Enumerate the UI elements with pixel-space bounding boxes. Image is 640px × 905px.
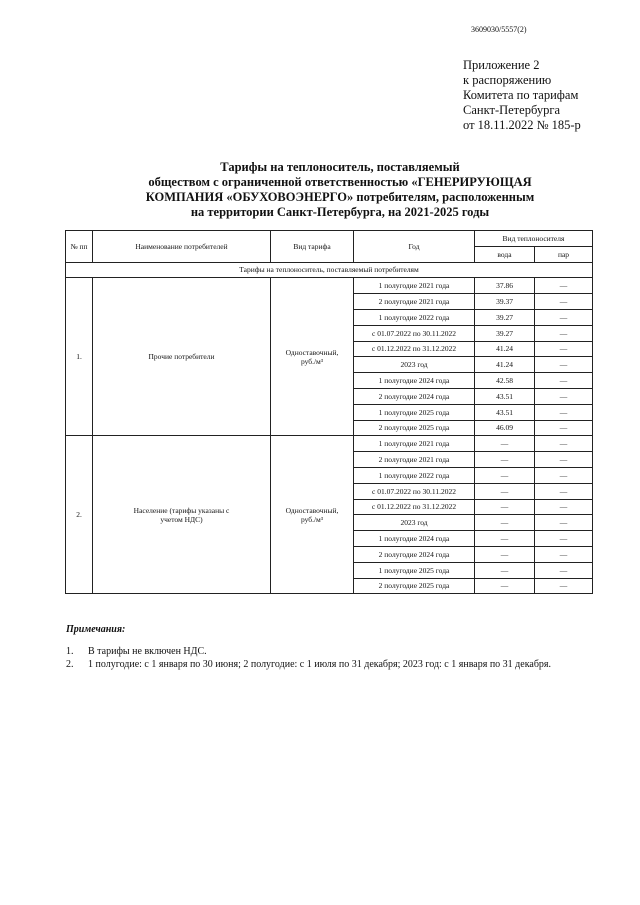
steam-value: — [535,325,593,341]
header-water: вода [475,246,535,262]
steam-value: — [535,546,593,562]
steam-value: — [535,515,593,531]
steam-value: — [535,420,593,436]
water-value: — [475,483,535,499]
steam-value: — [535,436,593,452]
water-value: — [475,531,535,547]
annex-line: от 18.11.2022 № 185-р [463,118,581,132]
notes-title: Примечания: [66,624,126,635]
period-cell: с 01.12.2022 по 31.12.2022 [354,499,475,515]
steam-value: — [535,341,593,357]
period-cell: 2 полугодие 2025 года [354,420,475,436]
annex-block [463,58,581,133]
water-value: 39.27 [475,325,535,341]
steam-value: — [535,452,593,468]
header-num: № пп [66,231,93,263]
steam-value: — [535,373,593,389]
period-cell: 1 полугодие 2021 года [354,278,475,294]
steam-value: — [535,531,593,547]
water-value: — [475,578,535,594]
group-number: 2. [66,436,93,594]
water-value: — [475,515,535,531]
period-cell: 2 полугодие 2021 года [354,452,475,468]
water-value: — [475,452,535,468]
title-line: обществом с ограниченной ответственностью «ГЕНЕРИРУЮЩАЯ [148,175,532,189]
steam-value: — [535,483,593,499]
period-cell: 2 полугодие 2024 года [354,388,475,404]
note-number: 1. [66,646,74,657]
annex-line: Приложение 2 [463,58,540,72]
steam-value: — [535,467,593,483]
water-value: — [475,436,535,452]
water-value: — [475,562,535,578]
period-cell: 1 полугодие 2025 года [354,562,475,578]
group-number: 1. [66,278,93,436]
document-title [60,160,620,220]
period-cell: 1 полугодие 2024 года [354,373,475,389]
steam-value: — [535,562,593,578]
annex-line: к распоряжению [463,73,552,87]
header-consumer: Наименование потребителей [93,231,271,263]
steam-value: — [535,309,593,325]
tariff-type: Одноставочный, руб./м³ [271,278,354,436]
header-carrier: Вид теплоносителя [475,231,593,247]
period-cell: 1 полугодие 2022 года [354,467,475,483]
section-title: Тарифы на теплоноситель, поставляемый потребителям [66,262,593,278]
water-value: 41.24 [475,341,535,357]
title-line: Тарифы на теплоноситель, поставляемый [220,160,460,174]
steam-value: — [535,578,593,594]
period-cell: 1 полугодие 2024 года [354,531,475,547]
water-value: 43.51 [475,404,535,420]
period-cell: с 01.07.2022 по 30.11.2022 [354,325,475,341]
annex-line: Санкт-Петербурга [463,103,561,117]
steam-value: — [535,278,593,294]
water-value: 41.24 [475,357,535,373]
tariff-table [65,230,593,594]
water-value: 39.37 [475,294,535,310]
water-value: 43.51 [475,388,535,404]
water-value: 42.58 [475,373,535,389]
section-row [66,262,593,278]
water-value: 39.27 [475,309,535,325]
title-line: на территории Санкт-Петербурга, на 2021-2025 годы [190,205,490,219]
period-cell: с 01.07.2022 по 30.11.2022 [354,483,475,499]
period-cell: 1 полугодие 2022 года [354,309,475,325]
table-row [66,278,593,294]
table-row [66,436,593,452]
note-item [66,658,551,671]
period-cell: 2 полугодие 2021 года [354,294,475,310]
water-value: 46.09 [475,420,535,436]
period-cell: 2 полугодие 2025 года [354,578,475,594]
header-tariff-type: Вид тарифа [271,231,354,263]
document-number: 3609030/5557(2) [471,25,527,34]
water-value: — [475,499,535,515]
notes-block [66,624,551,671]
header-row [66,231,593,247]
steam-value: — [535,357,593,373]
period-cell: 1 полугодие 2021 года [354,436,475,452]
water-value: 37.86 [475,278,535,294]
note-text: 1 полугодие: с 1 января по 30 июня; 2 полугодие: с 1 июля по 31 декабря; 2023 год: с 1 января по 31 декабря. [88,659,552,670]
note-number: 2. [66,659,74,670]
steam-value: — [535,388,593,404]
tariff-type: Одноставочный, руб./м³ [271,436,354,594]
period-cell: 2 полугодие 2024 года [354,546,475,562]
steam-value: — [535,294,593,310]
period-cell: 1 полугодие 2025 года [354,404,475,420]
note-item [66,645,551,658]
steam-value: — [535,404,593,420]
annex-line: Комитета по тарифам [463,88,579,102]
consumer-name: Население (тарифы указаны с учетом НДС) [93,436,271,594]
header-steam: пар [535,246,593,262]
water-value: — [475,467,535,483]
steam-value: — [535,499,593,515]
consumer-name: Прочие потребители [93,278,271,436]
period-cell: 2023 год [354,515,475,531]
water-value: — [475,546,535,562]
note-text: В тарифы не включен НДС. [88,646,207,657]
period-cell: с 01.12.2022 по 31.12.2022 [354,341,475,357]
period-cell: 2023 год [354,357,475,373]
header-year: Год [354,231,475,263]
title-line: КОМПАНИЯ «ОБУХОВОЭНЕРГО» потребителям, расположенным [145,190,535,204]
